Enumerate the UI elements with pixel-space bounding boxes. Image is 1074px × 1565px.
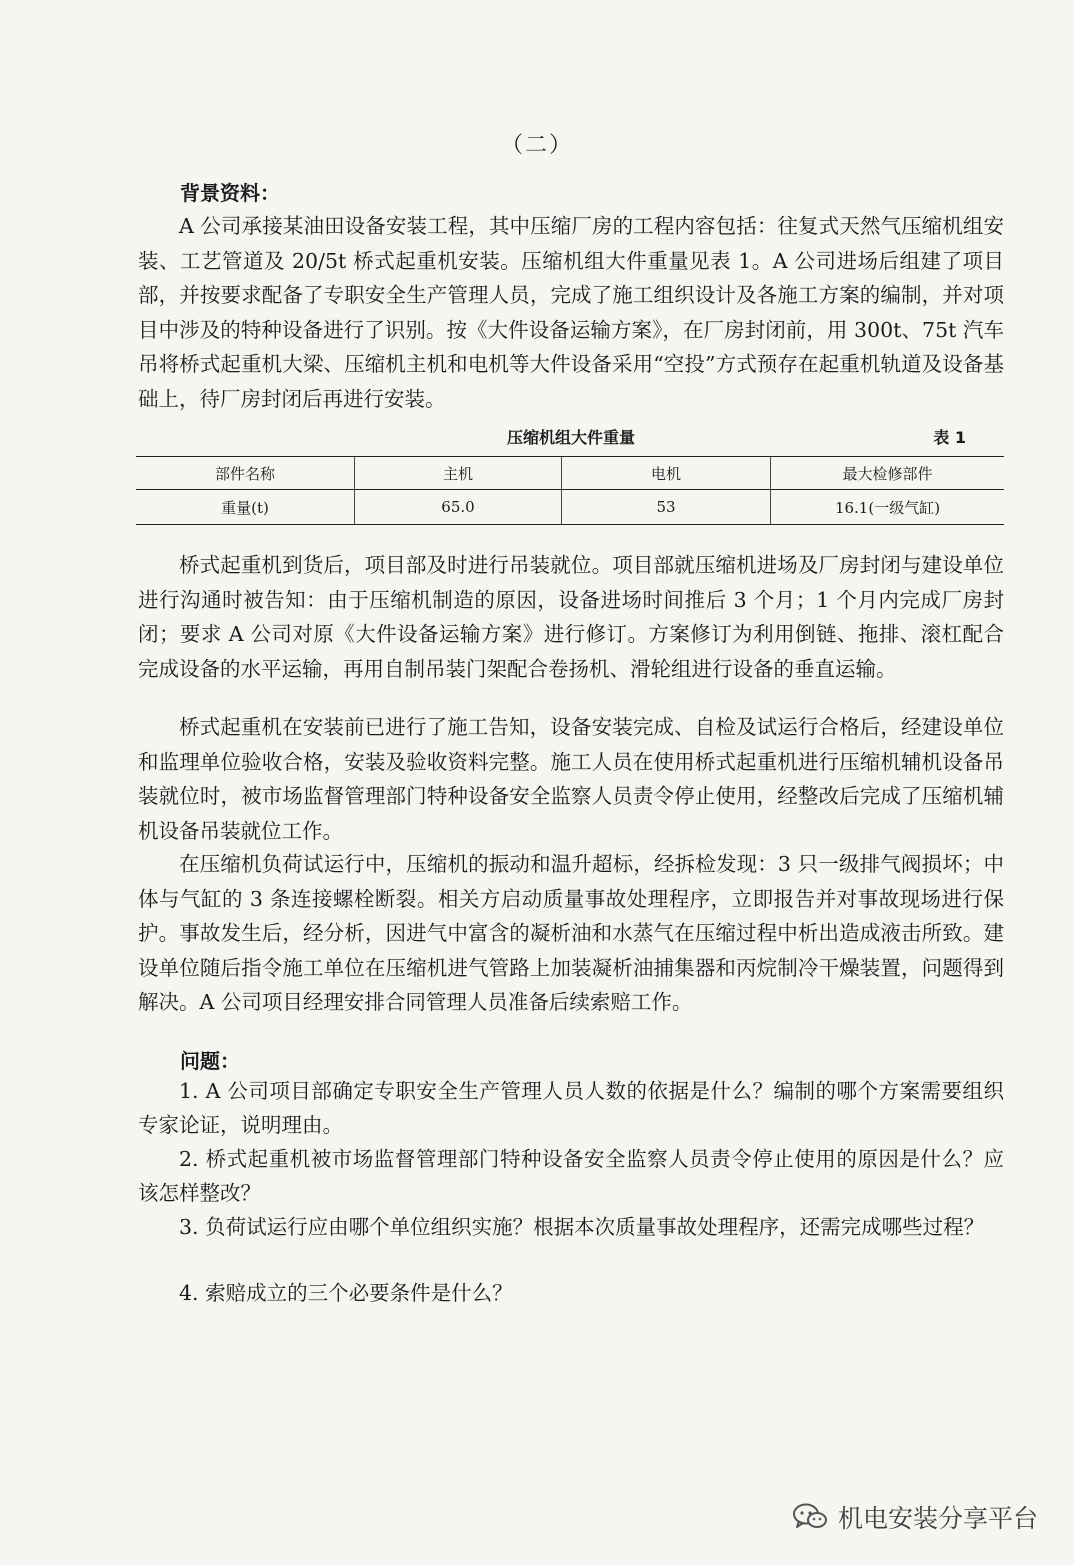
table-row xyxy=(136,490,1004,525)
body-paragraph: 桥式起重机到货后，项目部及时进行吊装就位。项目部就压缩机进场及厂房封闭与建设单位进行沟通时被告知：由于压缩机制造的原因，设备进场时间推后 3 个月；1 个月内完成厂房封闭；要求 A 公司对原《大件设备运输方案》进行修订。方案修订为利用倒链、拖排、滚杠配合完成设备的水平运输，再用自制吊装门架配合卷扬机、滑轮组进行设备的垂直运输。 xyxy=(138,553,1004,681)
questions-heading: 问题： xyxy=(180,1049,240,1073)
table-header-cell: 部件名称 xyxy=(136,457,355,490)
table-header-cell: 电机 xyxy=(562,457,771,490)
table-title: 压缩机组大件重量 xyxy=(506,428,635,447)
table-caption xyxy=(138,425,1004,449)
watermark-text: 机电安装分享平台 xyxy=(837,1504,1038,1533)
table-cell: 重量(t) xyxy=(136,490,355,525)
table-cell: 65.0 xyxy=(355,490,562,525)
wechat-icon xyxy=(792,1502,828,1532)
table-header-cell: 最大检修部件 xyxy=(771,457,1005,490)
background-paragraph: A 公司承接某油田设备安装工程，其中压缩厂房的工程内容包括：往复式天然气压缩机组安装、工艺管道及 20/5t 桥式起重机安装。压缩机组大件重量见表 1。A 公司进场后组建了项目部，并按要求配备了专职安全生产管理人员，完成了施工组织设计及各施工方案的编制，并对项目中涉及的特种设备进行了识别。按《大件设备运输方案》，在厂房封闭前，用 300t、75t 汽车吊将桥式起重机大梁、压缩机主机和电机等大件设备采用“空投”方式预存在起重机轨道及设备基础上，待厂房封闭后再进行安装。 xyxy=(138,214,1004,411)
question-item: 3. 负荷试运行应由哪个单位组织实施？根据本次质量事故处理程序，还需完成哪些过程？ xyxy=(179,1215,985,1239)
background-heading: 背景资料： xyxy=(180,181,280,205)
weight-table xyxy=(136,456,1004,525)
section-title: （二） xyxy=(500,133,573,158)
question-item: 4. 索赔成立的三个必要条件是什么？ xyxy=(179,1281,513,1305)
body-paragraph: 桥式起重机在安装前已进行了施工告知，设备安装完成、自检及试运行合格后，经建设单位和监理单位验收合格，安装及验收资料完整。施工人员在使用桥式起重机进行压缩机辅机设备吊装就位时，被市场监督管理部门特种设备安全监察人员责令停止使用，经整改后完成了压缩机辅机设备吊装就位工作。 xyxy=(138,715,1004,843)
question-item: 2. 桥式起重机被市场监督管理部门特种设备安全监察人员责令停止使用的原因是什么？应该怎样整改？ xyxy=(138,1147,1004,1205)
table-cell: 16.1(一级气缸) xyxy=(771,490,1005,525)
question-item: 1. A 公司项目部确定专职安全生产管理人员人数的依据是什么？编制的哪个方案需要组织专家论证，说明理由。 xyxy=(138,1079,1004,1137)
table-header-cell: 主机 xyxy=(355,457,562,490)
body-paragraph: 在压缩机负荷试运行中，压缩机的振动和温升超标，经拆检发现：3 只一级排气阀损坏；中体与气缸的 3 条连接螺栓断裂。相关方启动质量事故处理程序，立即报告并对事故现场进行保护。事故发生后，经分析，因进气中富含的凝析油和水蒸气在压缩过程中析出造成液击所致。建设单位随后指令施工单位在压缩机进气管路上加装凝析油捕集器和丙烷制冷干燥装置，问题得到解决。A 公司项目经理安排合同管理人员准备后续索赔工作。 xyxy=(138,852,1004,1014)
table-number: 表 1 xyxy=(933,428,966,447)
table-cell: 53 xyxy=(562,490,771,525)
watermark xyxy=(792,1497,1038,1537)
table-header-row xyxy=(136,457,1004,490)
